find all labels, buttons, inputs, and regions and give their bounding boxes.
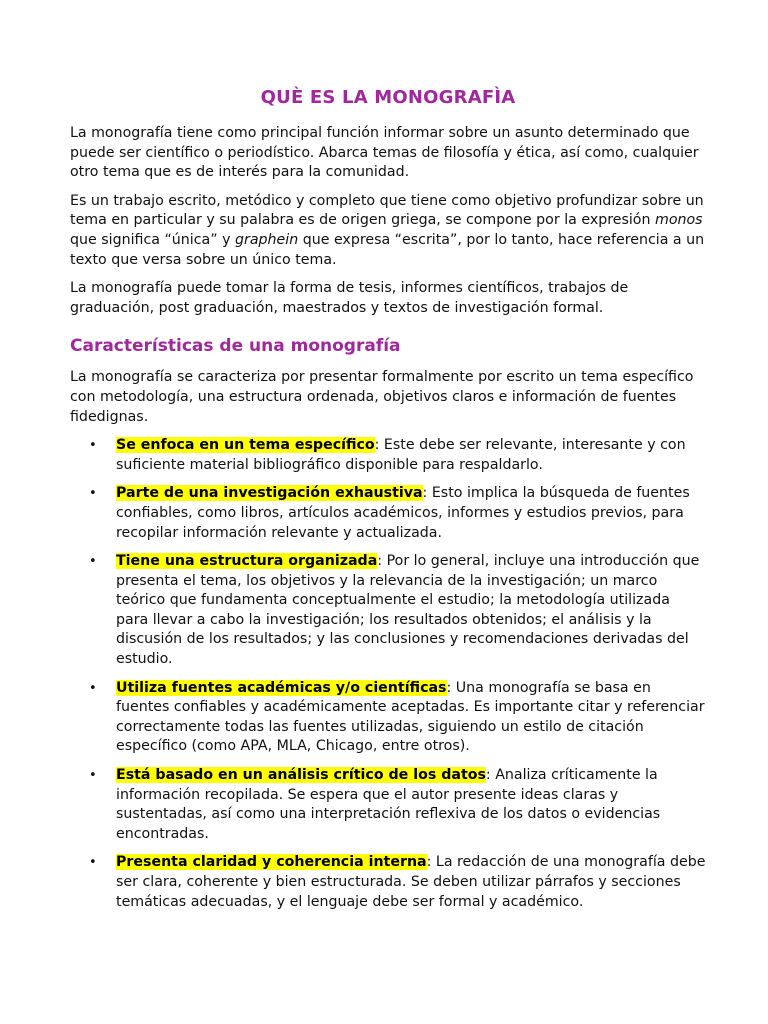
highlighted-label: Tiene una estructura organizada: [116, 553, 378, 570]
paragraph-text: La monografía puede tomar la forma de tesis, informes científicos, trabajos de graduación, post graduación, maestrados y textos de investigación formal.: [70, 280, 629, 316]
list-item-text: : Analiza críticamente la información recopilada. Se espera que el autor presente ideas claras y sustentadas, así como una interpretación reflexiva de los datos o evidencias encontradas.: [116, 767, 661, 842]
list-item: [70, 766, 706, 844]
paragraph-definition: [70, 124, 706, 183]
page-title: QUÈ ES LA MONOGRAFÌA: [260, 87, 516, 108]
section-heading: Características de una monografía: [70, 336, 401, 357]
italic-term-graphein: graphein: [235, 231, 299, 248]
paragraph-text: La monografía se caracteriza por presentar formalmente por escrito un tema específico con metodología, una estructura ordenada, objetivos claros e información de fuentes fidedignas.: [70, 369, 694, 425]
paragraph-text: que expresa “escrita”, por lo tanto, hace referencia a un texto que versa sobre un único tema.: [70, 231, 705, 268]
highlighted-label: Parte de una investigación exhaustiva: [116, 485, 423, 502]
paragraph-etymology: [70, 192, 706, 270]
bullet-icon: •: [89, 438, 97, 454]
highlighted-label: Presenta claridad y coherencia interna: [116, 854, 427, 871]
list-item-text: : La redacción de una monografía debe ser clara, coherente y bien estructurada. Se deben utilizar párrafos y secciones temáticas adecuadas, y el lenguaje debe ser formal y académico.: [116, 854, 706, 910]
list-item-text: : Una monografía se basa en fuentes confiables y académicamente aceptadas. Es importante citar y referenciar correctamente todas las fuentes utilizadas, siguiendo un estilo de citación específico (como APA, MLA, Chicago, entre otros).: [116, 679, 705, 755]
list-item-text: : Este debe ser relevante, interesante y con suficiente material bibliográfico disponible para respaldarlo.: [116, 437, 686, 473]
list-item-text: : Esto implica la búsqueda de fuentes confiables, como libros, artículos académicos, informes y estudios previos, para recopilar información relevante y actualizada.: [116, 485, 690, 541]
characteristics-list: [70, 436, 706, 912]
paragraph-text: que significa “única” y: [70, 231, 235, 248]
bullet-icon: •: [89, 554, 97, 570]
highlighted-label: Se enfoca en un tema específico: [116, 437, 375, 454]
list-item: [70, 552, 706, 670]
paragraph-text: La monografía tiene como principal función informar sobre un asunto determinado que puede ser científico o periodístico. Abarca temas de filosofía y ética, así como, cualquier otro tema que es de interés para la comunidad.: [70, 125, 699, 181]
list-item: [70, 853, 706, 912]
highlighted-label: Utiliza fuentes académicas y/o científicas: [116, 679, 447, 696]
paragraph-text: Es un trabajo escrito, metódico y completo que tiene como objetivo profundizar sobre un tema en particular y su palabra es de origen griega, se compone por la expresión: [70, 192, 704, 229]
list-item: [70, 484, 706, 543]
document-page: [70, 86, 706, 921]
list-item: [70, 679, 706, 757]
bullet-icon: •: [89, 768, 97, 784]
bullet-icon: •: [89, 855, 97, 871]
list-item: [70, 436, 706, 475]
section-intro: [70, 368, 706, 427]
paragraph-forms: [70, 279, 706, 318]
bullet-icon: •: [89, 486, 97, 502]
highlighted-label: Está basado en un análisis crítico de los datos: [116, 767, 486, 784]
bullet-icon: •: [89, 680, 97, 696]
list-item-text: : Por lo general, incluye una introducción que presenta el tema, los objetivos y la relevancia de la investigación; un marco teórico que fundamenta conceptualmente el estudio; la metodología utilizada para llevar a cabo la investigación; los resultados obtenidos; el análisis y la discusión de los resultados; y las conclusiones y recomendaciones derivadas del estudio.: [116, 553, 700, 668]
italic-term-monos: monos: [655, 212, 703, 229]
